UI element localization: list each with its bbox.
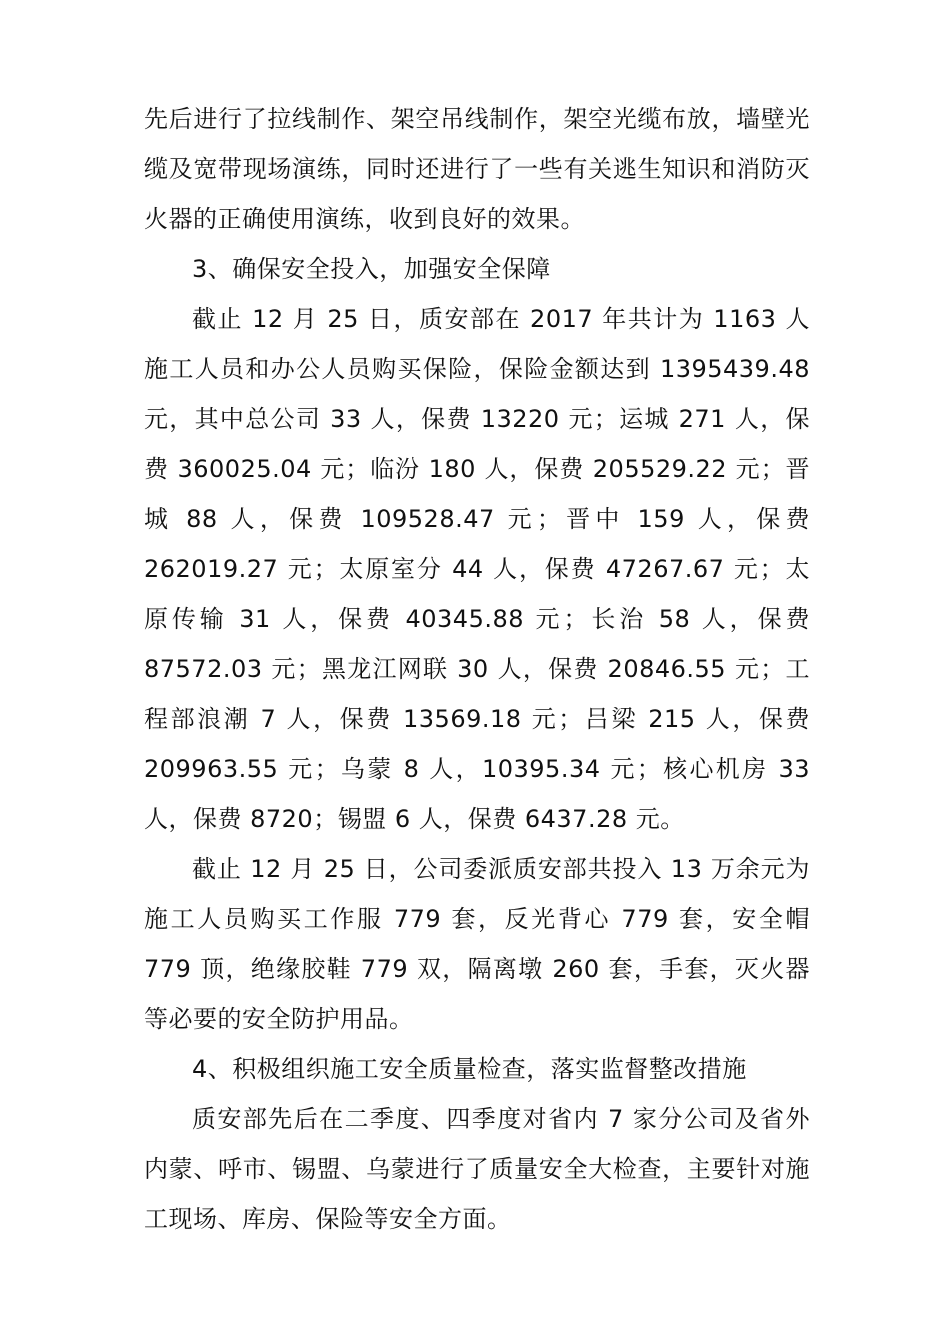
section-heading-4: 4、积极组织施工安全质量检查，落实监督整改措施 [192,1055,747,1083]
document-page [144,94,810,1244]
paragraph-protective-equipment: 截止 12 月 25 日，公司委派质安部共投入 13 万余元为施工人员购买工作服 779 套，反光背心 779 套，安全帽 779 顶，绝缘胶鞋 779 双，隔离墩 260 套，手套，灭火器等必要的安全防护用品。 [144,855,810,1033]
paragraph-continuation: 先后进行了拉线制作、架空吊线制作，架空光缆布放，墙壁光缆及宽带现场演练，同时还进行了一些有关逃生知识和消防灭火器的正确使用演练，收到良好的效果。 [144,105,810,233]
paragraph-insurance: 截止 12 月 25 日，质安部在 2017 年共计为 1163 人施工人员和办公人员购买保险，保险金额达到 1395439.48 元，其中总公司 33 人，保费 13220 元；运城 271 人，保费 360025.04 元；临汾 180 人，保费 205529.22 元；晋城 88 人，保费 109528.47 元；晋中 159 人，保费 262019.27 元；太原室分 44 人，保费 47267.67 元；太原传输 31 人，保费 40345.88 元；长治 58 人，保费 87572.03 元；黑龙江网联 30 人，保费 20846.55 元；工程部浪潮 7 人，保费 13569.18 元；吕梁 215 人，保费 209963.55 元；乌蒙 8 人，10395.34 元；核心机房 33 人，保费 8720；锡盟 6 人，保费 6437.28 元。 [144,305,810,833]
paragraph-inspection: 质安部先后在二季度、四季度对省内 7 家分公司及省外内蒙、呼市、锡盟、乌蒙进行了质量安全大检查，主要针对施工现场、库房、保险等安全方面。 [144,1105,810,1233]
section-heading-3: 3、确保安全投入，加强安全保障 [192,255,551,283]
